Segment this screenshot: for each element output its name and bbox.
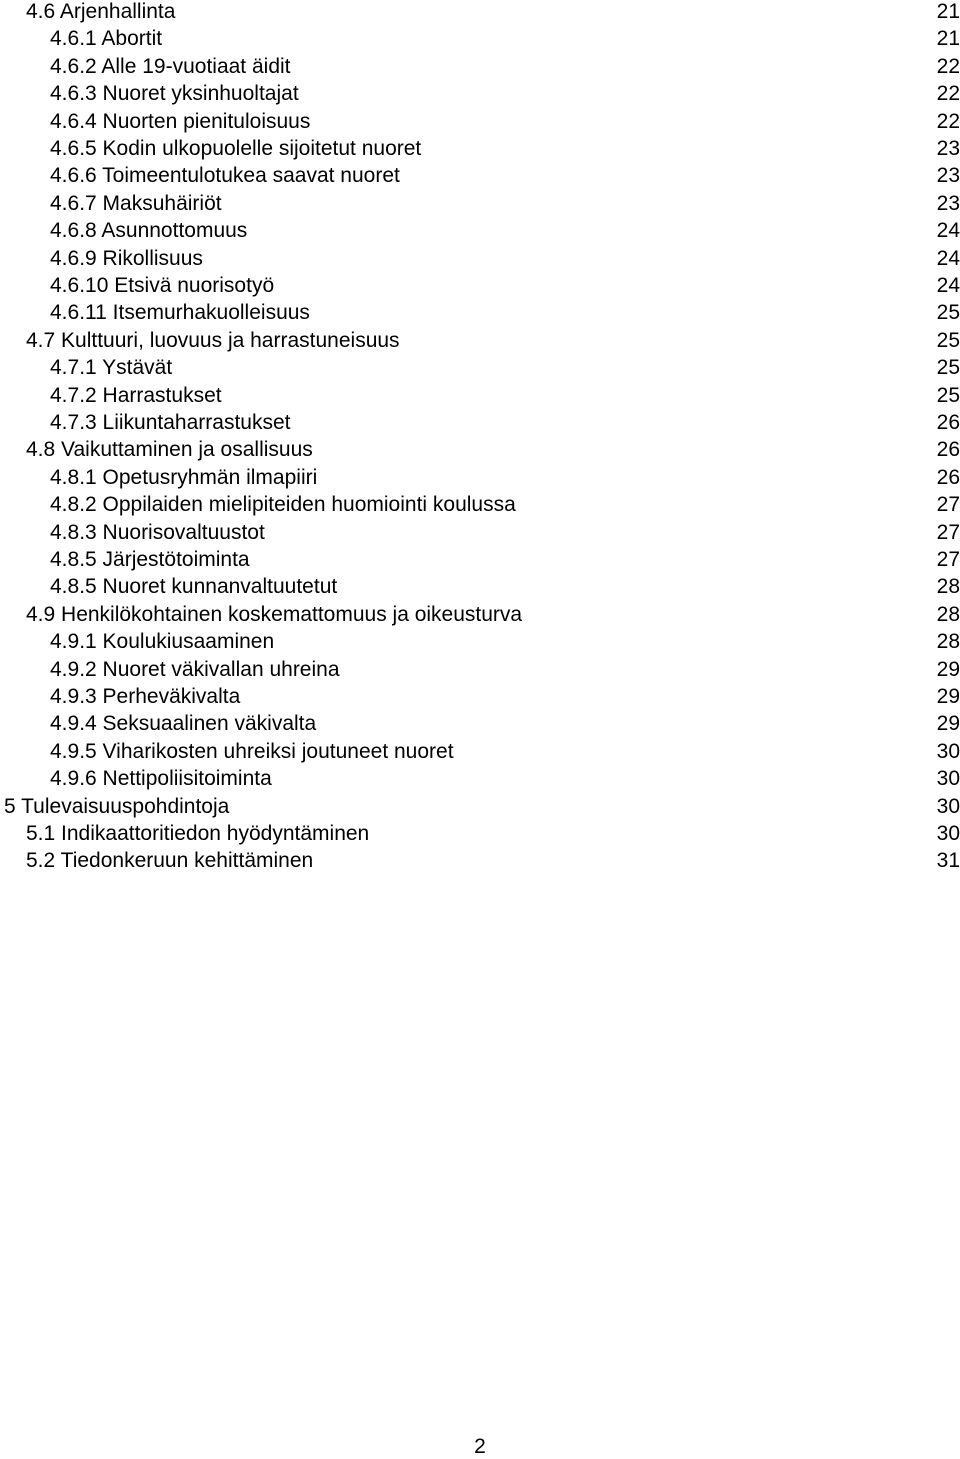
toc-entry-page: 22: [936, 109, 960, 133]
toc-entry-page: 29: [936, 685, 960, 708]
toc-entry[interactable]: [0, 849, 960, 876]
toc-entry-title: 4.7 Kulttuuri, luovuus ja harrastuneisuus: [26, 328, 400, 352]
toc-entry-title: 4.6.10 Etsivä nuorisotyö: [50, 274, 275, 297]
toc-entry-title: 4.8.1 Opetusryhmän ilmapiiri: [50, 465, 318, 489]
toc-entry[interactable]: [0, 521, 960, 548]
toc-entry-title: 4.6.6 Toimeentulotukea saavat nuoret: [50, 164, 400, 188]
toc-entry-title: 4.6.11 Itsemurhakuolleisuus: [50, 301, 310, 325]
toc-entry-title: 4.9.3 Perheväkivalta: [50, 685, 241, 708]
toc-entry-title: 4.9.5 Viharikosten uhreiksi joutuneet nuoret: [50, 739, 454, 763]
toc-entry-page: 30: [936, 767, 960, 791]
toc-entry-page: 27: [936, 520, 960, 544]
toc-entry-title: 5.2 Tiedonkeruun kehittäminen: [26, 849, 314, 873]
toc-entry-page: 30: [936, 794, 960, 818]
toc-entry[interactable]: [0, 712, 960, 739]
toc-entry[interactable]: [0, 548, 960, 575]
toc-entry-page: 27: [936, 493, 960, 517]
toc-entry-title: 4.6.7 Maksuhäiriöt: [50, 191, 222, 215]
toc-entry-title: 4.9.1 Koulukiusaaminen: [50, 630, 275, 654]
toc-entry-title: 4.6.9 Rikollisuus: [50, 246, 203, 270]
toc-entry[interactable]: [0, 82, 960, 109]
toc-entry-title: 4.9 Henkilökohtainen koskemattomuus ja oikeusturva: [26, 602, 523, 626]
toc-entry-title: 4.8.5 Järjestötoiminta: [50, 548, 250, 571]
toc-entry-page: 28: [936, 602, 960, 626]
toc-entry-page: 22: [936, 82, 960, 106]
toc-entry-title: 4.8.3 Nuorisovaltuustot: [50, 520, 265, 544]
toc-entry[interactable]: [0, 575, 960, 602]
toc-entry-page: 23: [936, 191, 960, 215]
toc-entry[interactable]: [0, 110, 960, 137]
toc-entry-page: 31: [936, 849, 960, 873]
toc-entry[interactable]: [0, 795, 960, 822]
toc-entry[interactable]: [0, 0, 960, 27]
toc-entry[interactable]: [0, 55, 960, 82]
toc-entry[interactable]: [0, 658, 960, 685]
toc-entry-title: 4.7.2 Harrastukset: [50, 383, 222, 407]
toc-entry[interactable]: [0, 192, 960, 219]
toc-entry-page: 21: [936, 27, 960, 51]
toc-entry[interactable]: [0, 493, 960, 520]
toc-entry-title: 4.6.1 Abortit: [50, 27, 163, 51]
toc-entry-title: 4.7.1 Ystävät: [50, 356, 173, 380]
toc-entry-title: 4.6.5 Kodin ulkopuolelle sijoitetut nuoret: [50, 137, 422, 160]
toc-entry[interactable]: [0, 247, 960, 274]
toc-entry-title: 4.6 Arjenhallinta: [26, 0, 176, 23]
toc-entry-title: 5 Tulevaisuuspohdintoja: [4, 794, 230, 818]
toc-entry-page: 24: [936, 246, 960, 270]
page-number: 2: [474, 1435, 486, 1458]
toc-entry-page: 27: [936, 548, 960, 571]
toc-entry-page: 21: [936, 0, 960, 23]
toc-entry-page: 30: [936, 739, 960, 763]
toc-entry[interactable]: [0, 274, 960, 301]
toc-entry[interactable]: [0, 27, 960, 54]
toc-entry-page: 25: [936, 356, 960, 380]
toc-entry-page: 22: [936, 54, 960, 78]
toc-entry-title: 4.9.6 Nettipoliisitoiminta: [50, 767, 272, 791]
toc-entry[interactable]: [0, 767, 960, 794]
toc-entry-title: 4.6.3 Nuoret yksinhuoltajat: [50, 82, 299, 106]
toc-entry-title: 4.8.2 Oppilaiden mielipiteiden huomiointi koulussa: [50, 493, 516, 517]
toc-entry[interactable]: [0, 822, 960, 849]
toc-entry-page: 28: [936, 575, 960, 599]
toc-entry-title: 4.8.5 Nuoret kunnanvaltuutetut: [50, 575, 338, 599]
toc-entry[interactable]: [0, 137, 960, 164]
toc-entry[interactable]: [0, 356, 960, 383]
toc-entry-page: 23: [936, 164, 960, 188]
toc-entry-title: 4.6.4 Nuorten pienituloisuus: [50, 109, 311, 133]
toc-entry[interactable]: [0, 384, 960, 411]
toc-entry[interactable]: [0, 329, 960, 356]
toc-entry-page: 25: [936, 301, 960, 325]
toc-entry-title: 4.6.8 Asunnottomuus: [50, 219, 248, 243]
toc-entry-page: 24: [936, 274, 960, 297]
toc-entry-title: 4.9.2 Nuoret väkivallan uhreina: [50, 657, 340, 681]
toc-entry-page: 25: [936, 328, 960, 352]
toc-entry[interactable]: [0, 301, 960, 328]
toc-entry-page: 26: [936, 465, 960, 489]
toc-entry[interactable]: [0, 630, 960, 657]
toc-entry-title: 4.8 Vaikuttaminen ja osallisuus: [26, 438, 313, 462]
toc-entry[interactable]: [0, 740, 960, 767]
toc-entry-page: 23: [936, 137, 960, 160]
toc-entry[interactable]: [0, 219, 960, 246]
toc-entry-title: 4.7.3 Liikuntaharrastukset: [50, 411, 291, 434]
toc-entry-page: 26: [936, 438, 960, 462]
toc-entry-page: 29: [936, 712, 960, 736]
toc-entry-title: 5.1 Indikaattoritiedon hyödyntäminen: [26, 822, 370, 845]
toc-entry-page: 30: [936, 822, 960, 845]
toc-entry[interactable]: [0, 438, 960, 465]
toc-entry-title: 4.9.4 Seksuaalinen väkivalta: [50, 712, 317, 736]
toc-entry[interactable]: [0, 685, 960, 712]
toc-entry-title: 4.6.2 Alle 19-vuotiaat äidit: [50, 54, 291, 78]
toc-entry[interactable]: [0, 603, 960, 630]
toc-entry-page: 25: [936, 383, 960, 407]
toc-entry-page: 24: [936, 219, 960, 243]
toc-entry-page: 28: [936, 630, 960, 654]
toc-entry[interactable]: [0, 466, 960, 493]
toc-entry-page: 29: [936, 657, 960, 681]
toc-entry[interactable]: [0, 164, 960, 191]
toc-entry[interactable]: [0, 411, 960, 438]
toc-entry-page: 26: [936, 411, 960, 434]
